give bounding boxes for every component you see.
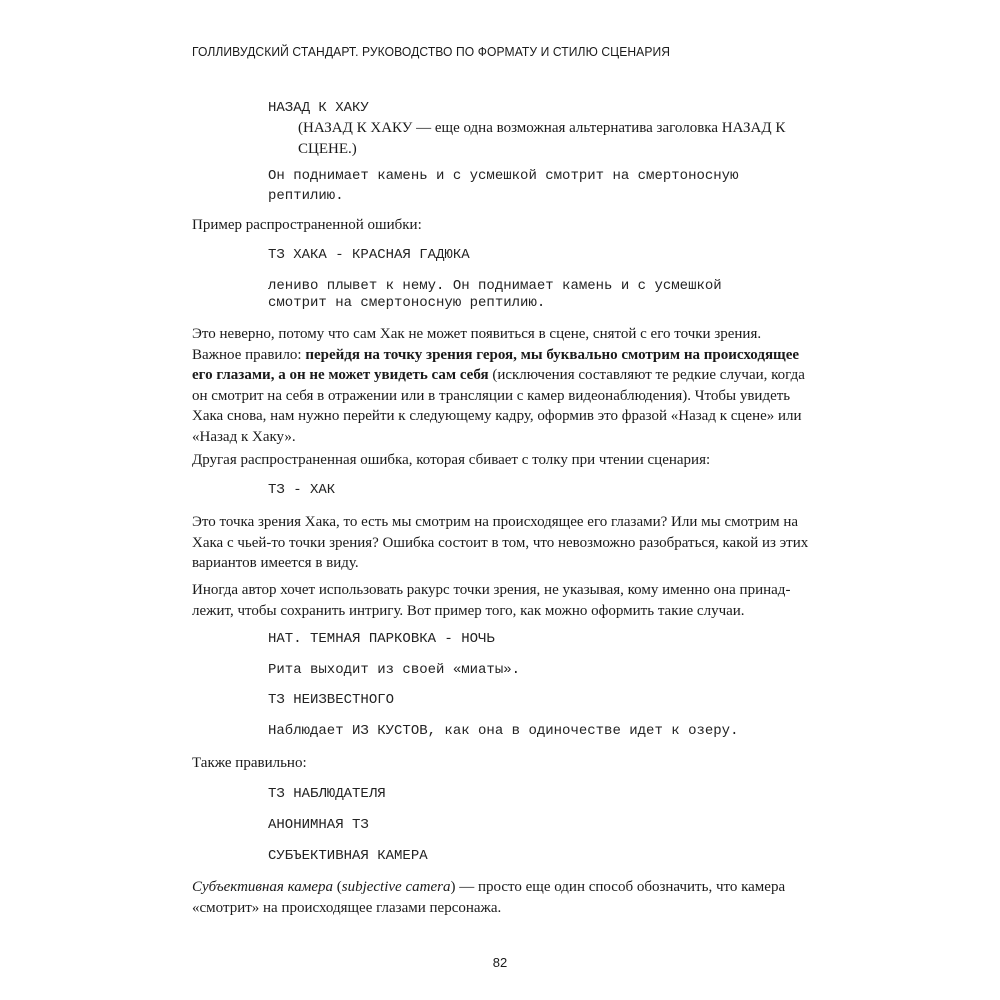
running-header: ГОЛЛИВУДСКИЙ СТАНДАРТ. РУКОВОДСТВО ПО ФОРМАТУ И СТИЛЮ СЦЕНАРИЯ	[192, 44, 671, 59]
paragraph-explanation-1	[192, 324, 812, 447]
term-italic-english: subjective camera	[341, 879, 451, 895]
action-line: лениво плывет к нему. Он поднимает камень и с усмешкой	[268, 278, 722, 294]
action-line: Наблюдает ИЗ КУСТОВ, как она в одиночестве идет к озеру.	[268, 723, 739, 739]
paren-open: (	[332, 879, 342, 895]
paragraph-also-correct: Также правильно:	[192, 755, 307, 771]
action-line: смотрит на смертоносную рептилию.	[268, 295, 546, 311]
action-line: рептилию.	[268, 188, 344, 204]
scene-heading-back-to-huck: НАЗАД К ХАКУ	[268, 100, 369, 116]
explanation-text: (исключения составляют те редкие случаи, когда он смотрит на себя в отражении или в трансляции с камер видеонаблюдения). Чтобы увидеть Хака снова, нам нужно перейти к следующему кадру, оформив это фразой «Назад к сцене» или «Назад к Хаку».	[192, 367, 805, 445]
paragraph-subjective-camera	[192, 877, 812, 918]
term-italic: Субъективная камера	[192, 879, 333, 895]
alt-heading: СУБЪЕКТИВНАЯ КАМЕРА	[268, 848, 428, 864]
pov-heading-unknown: ТЗ НЕИЗВЕСТНОГО	[268, 692, 395, 708]
paragraph-common-error-intro: Пример распространенной ошибки:	[192, 217, 422, 233]
explanation-bold-rule: перейдя на точку зрения героя, мы буквально смотрим на происходящее его глазами, а он не может увидеть сам себя	[192, 346, 800, 383]
paragraph-explanation-2: Это точка зрения Хака, то есть мы смотрим на происходящее его глазами? Или мы смотрим на Хака с чьей-то точки зрения? Ошибка состоит в том, что невозможно разобраться, какой из этих вариантов имеется в виду.	[192, 514, 809, 571]
paragraph-another-error-intro: Другая распространенная ошибка, которая сбивает с толку при чтении сценария:	[192, 452, 711, 468]
parenthetical-note: (НАЗАД К ХАКУ — еще одна возможная альтернатива заголовка НАЗАД К СЦЕНЕ.)	[298, 120, 786, 157]
action-line: Рита выходит из своей «миаты».	[268, 662, 521, 678]
scene-heading-parking: НАТ. ТЕМНАЯ ПАРКОВКА - НОЧЬ	[268, 631, 495, 647]
definition-text: ) — просто еще один способ обозначить, что камера «смотрит» на происходящее глазами персонажа.	[192, 879, 786, 916]
explanation-text: Это неверно, потому что сам Хак не может появиться в сцене, снятой с его точки зрения. Важное правило:	[192, 326, 762, 363]
alt-heading: АНОНИМНАЯ ТЗ	[268, 817, 369, 833]
paragraph-explanation-3: Иногда автор хочет использовать ракурс точки зрения, не указывая, кому именно она принадлежит, чтобы сохранить интригу. Вот пример того, как можно оформить такие случаи.	[192, 582, 791, 619]
pov-heading-ambiguous: ТЗ - ХАК	[268, 482, 336, 498]
page-number: 82	[492, 955, 508, 970]
action-line: Он поднимает камень и с усмешкой смотрит на смертоносную	[268, 168, 739, 184]
alt-heading: ТЗ НАБЛЮДАТЕЛЯ	[268, 786, 386, 802]
pov-heading-wrong: ТЗ ХАКА - КРАСНАЯ ГАДЮКА	[268, 247, 470, 263]
